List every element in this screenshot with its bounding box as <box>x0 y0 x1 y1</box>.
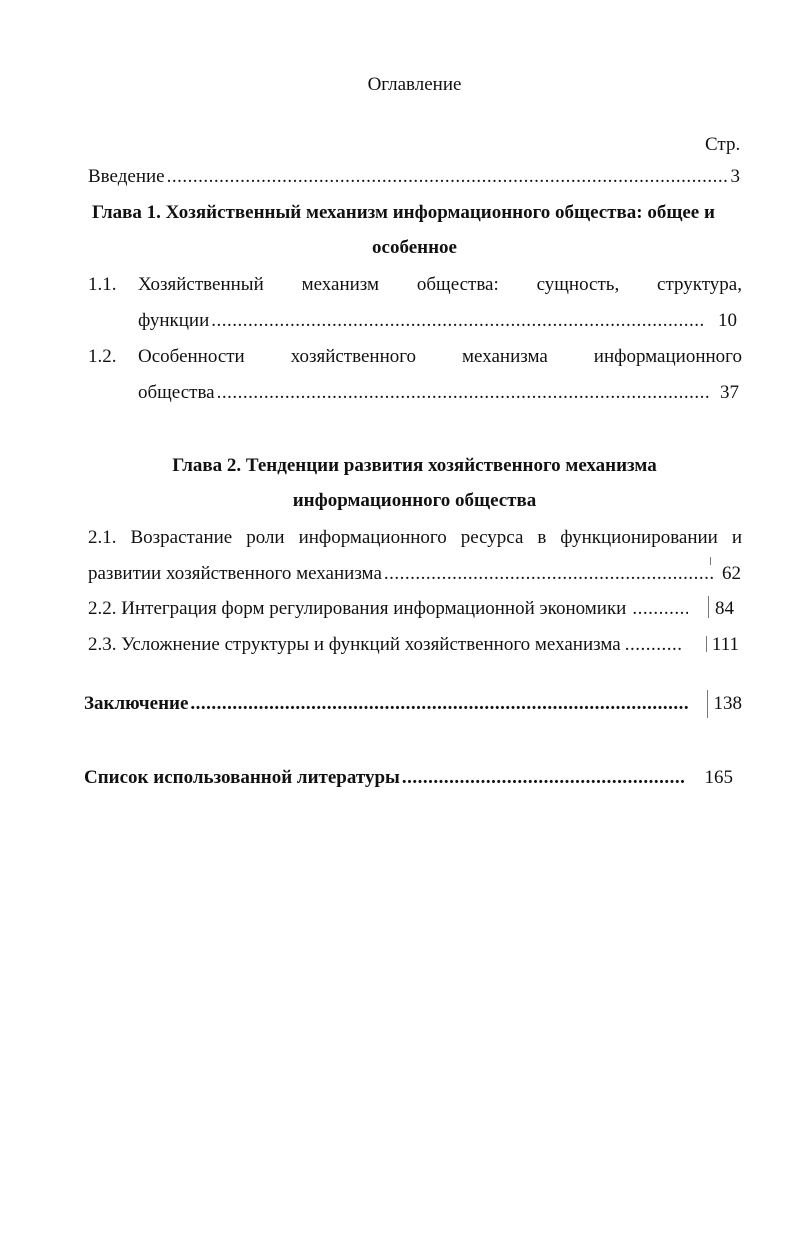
toc-entry-label: 2.3. Усложнение структуры и функций хозяйственного механизма <box>88 634 621 655</box>
toc-word: функционировании <box>560 527 718 548</box>
scan-mark <box>708 596 709 618</box>
page-column-label: Стр. <box>705 134 741 155</box>
toc-entry-1-1-line1[interactable] <box>138 274 742 296</box>
toc-entry-conclusion[interactable] <box>84 693 742 716</box>
toc-word: ресурса <box>460 527 524 548</box>
dot-leader <box>384 563 714 586</box>
toc-entry-page: 165 <box>704 767 733 788</box>
toc-entry-2-1-line1[interactable] <box>88 527 742 549</box>
toc-entry-page: 37 <box>720 382 739 403</box>
chapter2-title-line2[interactable]: информационного общества <box>292 490 537 511</box>
toc-entry-2-1-line2[interactable] <box>88 563 741 586</box>
section-number: 1.2. <box>88 346 117 367</box>
dot-leader <box>190 693 690 716</box>
chapter1-title-line2[interactable]: особенное <box>372 237 457 258</box>
toc-word: Хозяйственный <box>138 274 264 295</box>
toc-word: сущность, <box>536 274 620 295</box>
section-number: 1.1. <box>88 274 117 295</box>
toc-word: структура, <box>657 274 742 295</box>
toc-entry-1-1-line2[interactable] <box>138 310 737 333</box>
toc-word: механизм <box>301 274 380 295</box>
chapter1-title-line1[interactable]: Глава 1. Хозяйственный механизм информационного общества: общее и <box>92 202 715 223</box>
toc-word: роли <box>246 527 285 548</box>
toc-entry-1-2-line2[interactable] <box>138 382 739 405</box>
scan-mark <box>706 636 707 652</box>
dot-leader <box>167 166 729 189</box>
toc-entry-label: общества <box>138 382 215 403</box>
toc-word: Особенности <box>138 346 245 367</box>
toc-entry-page: 3 <box>730 166 740 187</box>
toc-entry-label: функции <box>138 310 210 331</box>
toc-entry-2-2[interactable] <box>88 598 734 621</box>
toc-word: Возрастание <box>130 527 233 548</box>
toc-word: и <box>731 527 742 548</box>
toc-entry-label: 2.2. Интеграция форм регулирования информационной экономики <box>88 598 627 619</box>
toc-word: общества: <box>416 274 499 295</box>
toc-entry-label: Введение <box>88 166 165 187</box>
toc-word: механизма <box>462 346 548 367</box>
scan-mark <box>707 690 708 718</box>
dot-leader <box>211 310 704 333</box>
toc-title: Оглавление <box>367 74 462 95</box>
dot-leader <box>217 382 710 405</box>
toc-word: хозяйственного <box>290 346 417 367</box>
toc-entry-page: 10 <box>718 310 737 331</box>
toc-word: информационного <box>298 527 447 548</box>
toc-entry-intro[interactable] <box>88 166 740 189</box>
toc-entry-label: Заключение <box>84 693 189 714</box>
toc-word: информационного <box>593 346 742 367</box>
scan-mark <box>710 557 711 565</box>
toc-entry-page: 138 <box>713 693 742 714</box>
toc-entry-label: развитии хозяйственного механизма <box>88 563 382 584</box>
toc-entry-label: Список использованной литературы <box>84 767 400 788</box>
toc-entry-page: 111 <box>711 634 739 655</box>
toc-entry-page: 84 <box>715 598 734 619</box>
toc-entry-1-2-line1[interactable] <box>138 346 742 368</box>
toc-word: 2.1. <box>88 527 117 548</box>
dot-leader <box>402 767 684 790</box>
toc-entry-bibliography[interactable] <box>84 767 733 790</box>
toc-entry-2-3[interactable] <box>88 634 739 657</box>
toc-entry-page: 62 <box>722 563 741 584</box>
dot-leader <box>632 598 688 621</box>
toc-word: в <box>537 527 547 548</box>
chapter2-title-line1[interactable]: Глава 2. Тенденции развития хозяйственного механизма <box>172 455 657 476</box>
dot-leader <box>625 634 683 657</box>
